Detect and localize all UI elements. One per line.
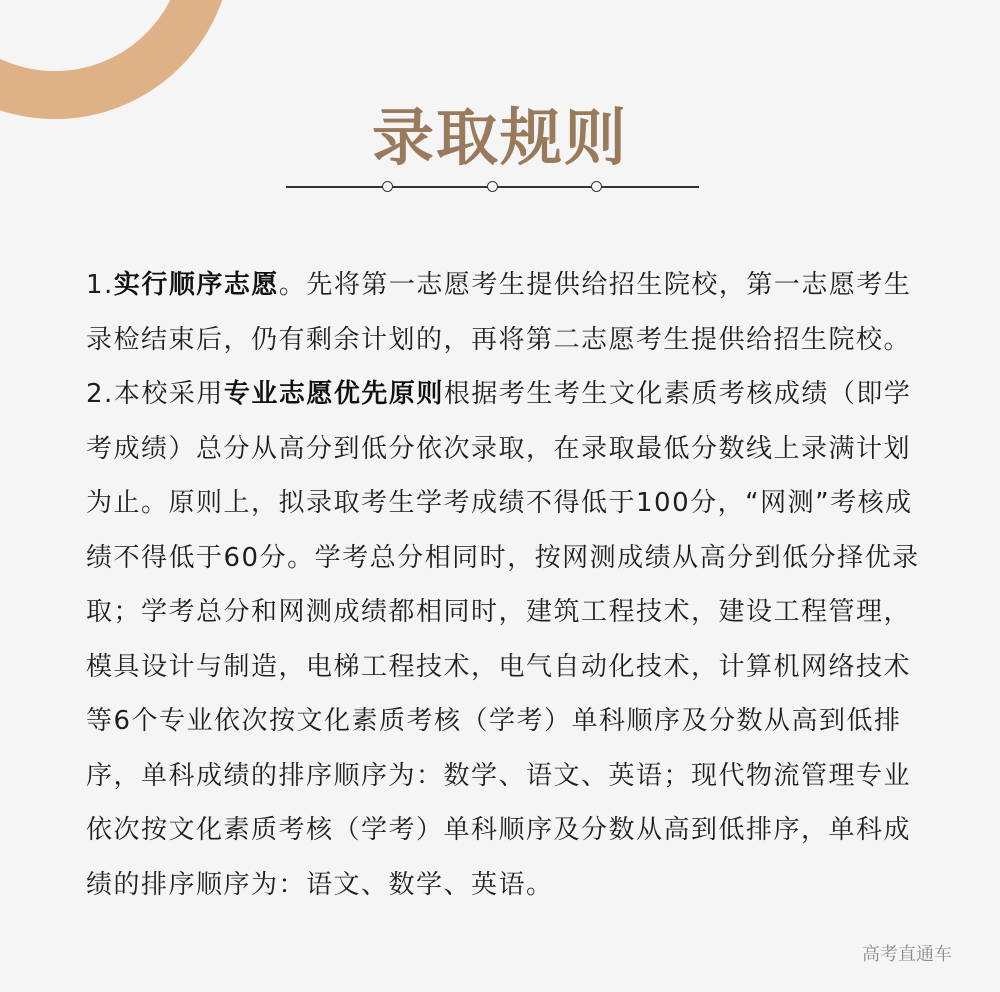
page-title: 录取规则	[371, 101, 628, 174]
rule-text: 根据考生考生文化素质考核成绩（即学考成绩）总分从高分到低分依次录取，在录取最低分数线上录满计划为止。原则上，拟录取考生学考成绩不得低于100分，“网测”考核成绩不得低于60分。学考总分相同时，按网测成绩从高分到低分择优录取；学考总分和网测成绩都相同时，建筑工程技术，建设工程管理，模具设计与制造，电梯工程技术，电气自动化技术，计算机网络技术等6个专业依次按文化素质考核（学考）单科顺序及分数从高到低排序，单科成绩的排序顺序为：数学、语文、英语；现代物流管理专业依次按文化素质考核（学考）单科顺序及分数从高到低排序，单科成绩的排序顺序为：语文、数学、英语。	[86, 379, 920, 900]
rule-heading: 专业志愿优先原则	[223, 379, 444, 409]
divider-dot-icon	[487, 181, 498, 192]
rule-number: 2.	[86, 379, 114, 409]
rule-item-1	[86, 258, 922, 367]
divider-dot-icon	[382, 181, 393, 192]
rules-content	[86, 258, 922, 912]
rule-item-2	[86, 367, 922, 912]
rule-number: 1.	[86, 270, 114, 300]
rule-text: 。先将第一志愿考生提供给招生院校，第一志愿考生录检结束后，仍有剩余计划的，再将第二志愿考生提供给招生院校。	[86, 270, 912, 355]
watermark: 高考直通车	[862, 944, 952, 965]
rule-prefix: 本校采用	[113, 379, 224, 409]
divider-dot-icon	[591, 181, 602, 192]
rule-heading: 实行顺序志愿	[113, 270, 279, 300]
